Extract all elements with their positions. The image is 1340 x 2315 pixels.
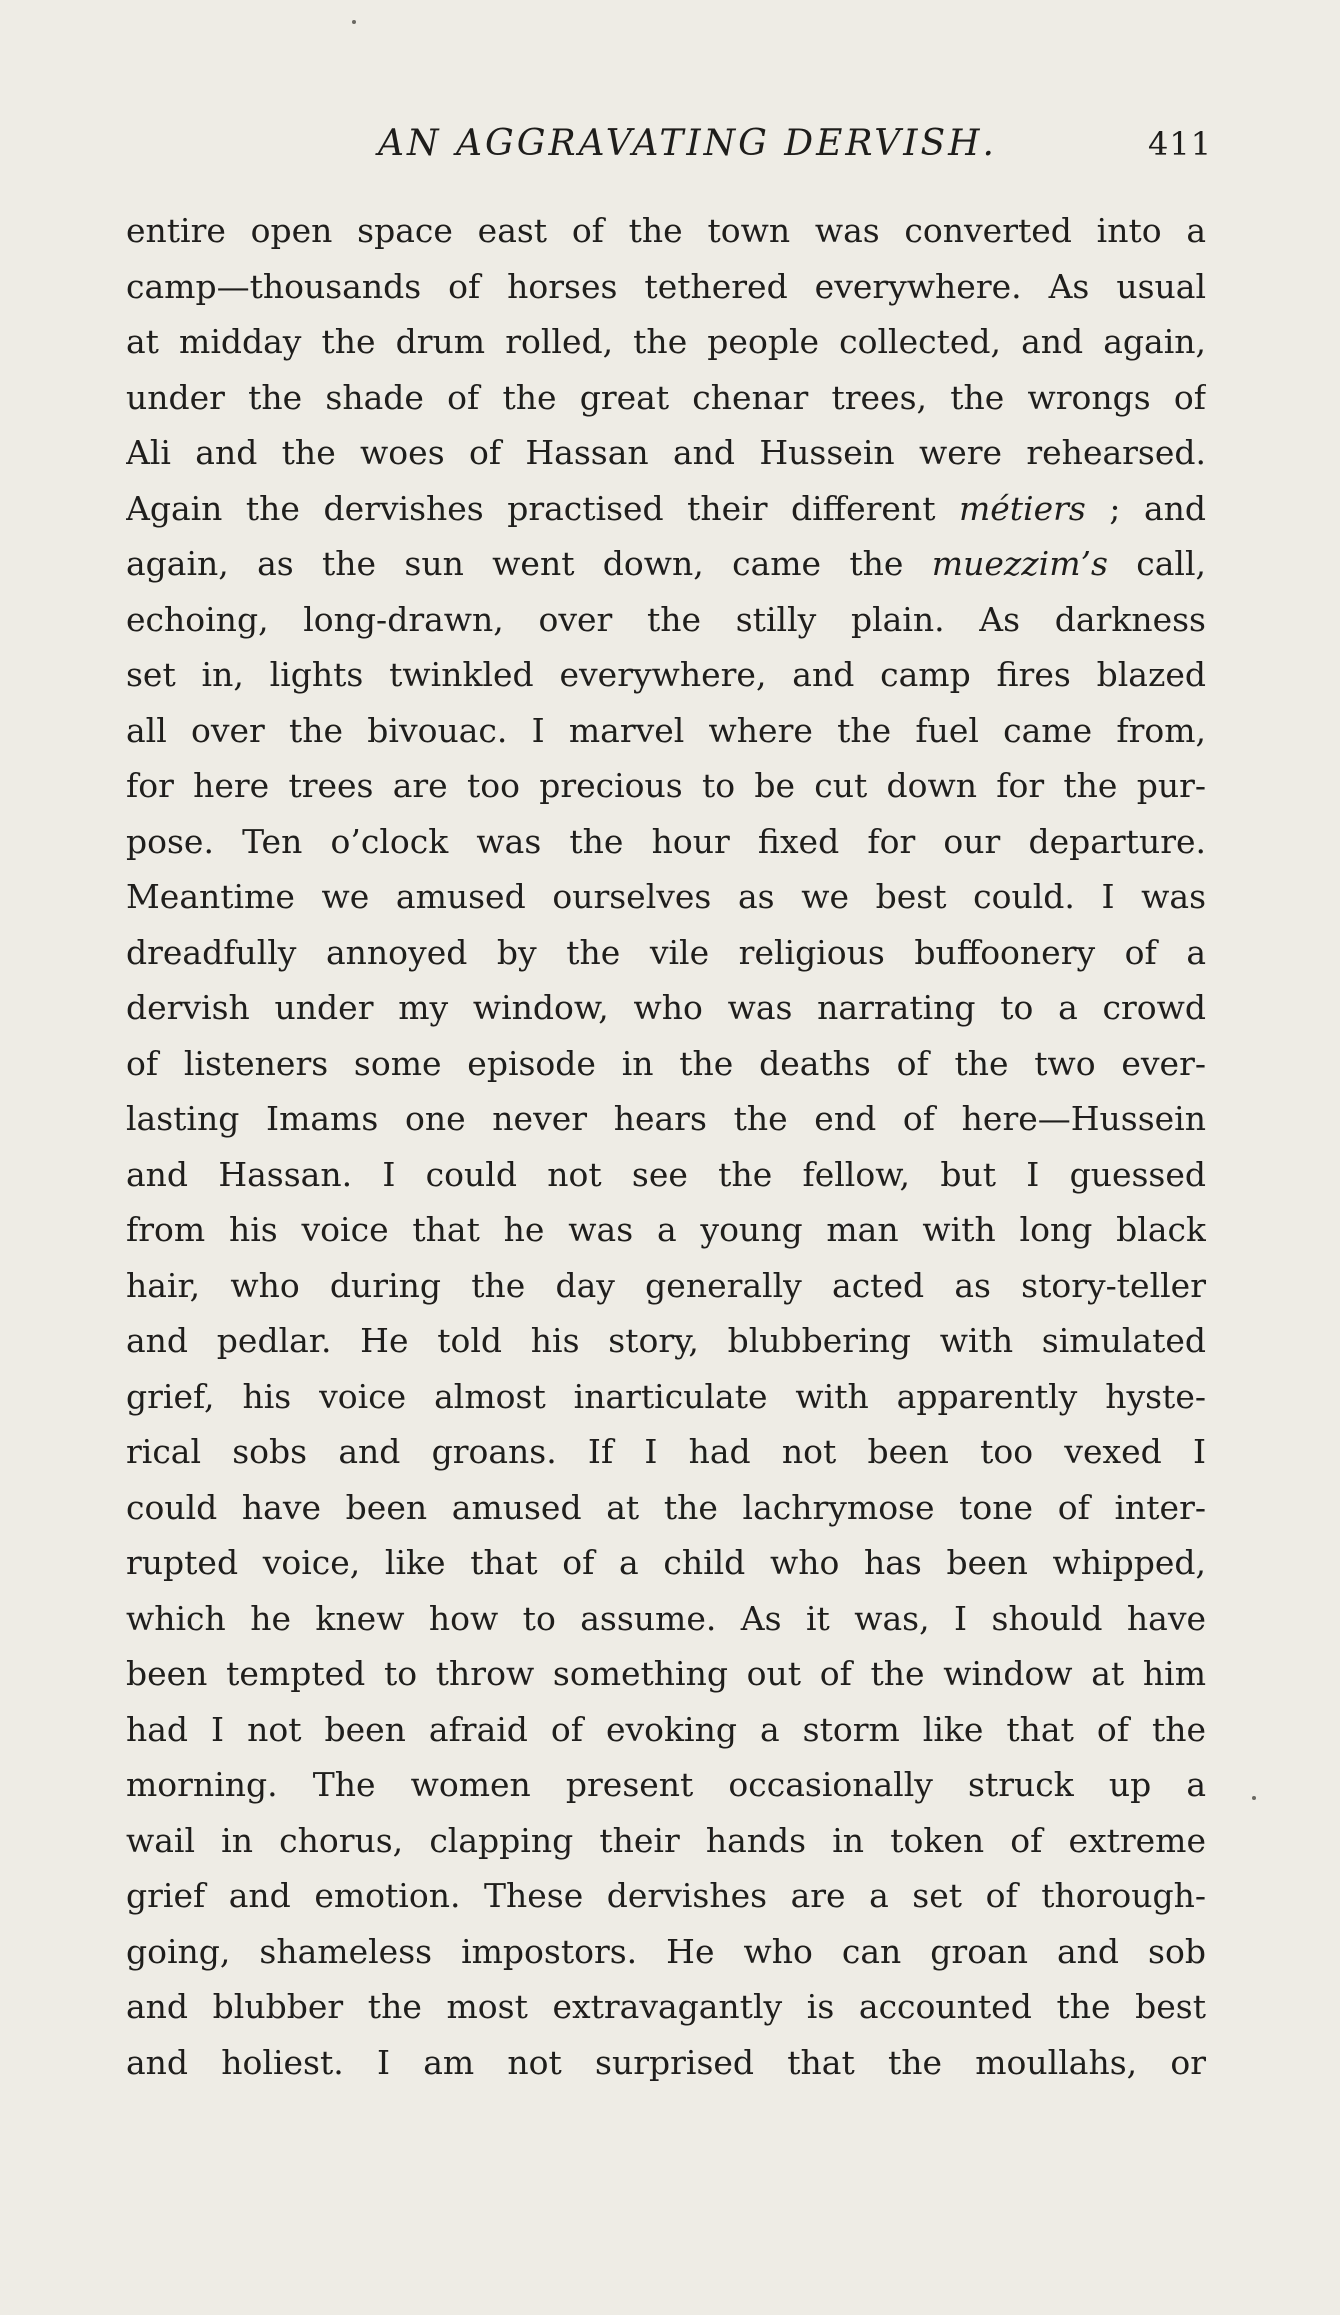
text-segment: again, as the sun went down, came the <box>126 544 932 583</box>
text-segment: hair, who during the day generally acted as story-teller <box>126 1265 1206 1305</box>
text-line <box>126 314 1206 370</box>
text-segment: which he knew how to assume. As it was, I should have <box>126 1598 1206 1638</box>
text-line <box>126 703 1206 759</box>
text-segment: morning. The women present occasionally struck up a <box>126 1765 1206 1804</box>
text-segment: Ali and the woes of Hassan and Hussein were rehearsed. <box>126 433 1206 472</box>
text-line <box>126 1147 1206 1203</box>
text-line <box>126 2035 1206 2091</box>
paper-speck <box>1252 1796 1256 1800</box>
text-segment: at midday the drum rolled, the people collected, and again, <box>126 322 1206 361</box>
text-line <box>126 758 1206 814</box>
text-line <box>126 425 1206 481</box>
text-segment: under the shade of the great chenar trees, the wrongs of <box>126 377 1206 417</box>
text-line <box>126 1979 1206 2035</box>
text-line <box>126 980 1206 1036</box>
text-segment: entire open space east of the town was converted into a <box>126 211 1206 250</box>
text-line <box>126 481 1206 537</box>
text-segment: grief and emotion. These dervishes are a set of thorough- <box>126 1876 1206 1915</box>
text-line <box>126 1313 1206 1369</box>
text-line <box>126 592 1206 648</box>
text-segment: set in, lights twinkled everywhere, and camp fires blazed <box>126 655 1206 694</box>
text-segment: echoing, long-drawn, over the stilly plain. As darkness <box>126 599 1206 639</box>
text-line <box>126 370 1206 426</box>
text-segment: of listeners some episode in the deaths of the two ever- <box>126 1043 1206 1083</box>
text-line <box>126 203 1206 259</box>
text-line <box>126 1591 1206 1647</box>
text-line <box>126 1702 1206 1758</box>
text-line <box>126 1424 1206 1480</box>
text-segment: camp—thousands of horses tethered everywhere. As usual <box>126 266 1206 306</box>
text-line <box>126 1868 1206 1924</box>
paper-speck <box>352 20 356 24</box>
text-line <box>126 925 1206 981</box>
text-segment: for here trees are too precious to be cut down for the pur- <box>126 766 1206 805</box>
text-segment: from his voice that he was a young man with long black <box>126 1210 1206 1249</box>
text-line <box>126 1369 1206 1425</box>
text-segment: rical sobs and groans. If I had not been too vexed I <box>126 1432 1206 1471</box>
text-segment: and Hassan. I could not see the fellow, but I guessed <box>126 1154 1206 1194</box>
text-segment: and blubber the most extravagantly is accounted the best <box>126 1987 1206 2026</box>
text-line <box>126 1091 1206 1147</box>
text-line <box>126 1757 1206 1813</box>
italic-term: métiers <box>958 488 1086 528</box>
text-segment: wail in chorus, clapping their hands in token of extreme <box>126 1820 1206 1860</box>
text-line <box>126 1480 1206 1536</box>
text-line <box>126 259 1206 315</box>
running-head <box>0 115 1340 175</box>
text-line <box>126 1924 1206 1980</box>
text-line <box>126 869 1206 925</box>
text-segment: could have been amused at the lachrymose tone of inter- <box>126 1487 1206 1527</box>
text-segment: ; and <box>1085 488 1206 528</box>
italic-term: muezzim’s <box>931 544 1108 583</box>
text-segment: pose. Ten o’clock was the hour fixed for our departure. <box>126 821 1206 861</box>
text-line <box>126 1036 1206 1092</box>
text-segment: Meantime we amused ourselves as we best could. I was <box>126 877 1206 916</box>
text-segment: been tempted to throw something out of the window at him <box>126 1654 1206 1693</box>
body-text <box>126 203 1206 2090</box>
text-segment: and pedlar. He told his story, blubbering with simulated <box>126 1321 1206 1360</box>
text-line <box>126 647 1206 703</box>
text-segment: dreadfully annoyed by the vile religious buffoonery of a <box>126 932 1206 972</box>
text-segment: call, <box>1107 544 1206 583</box>
text-segment: dervish under my window, who was narrating to a crowd <box>126 988 1206 1027</box>
text-line <box>126 1813 1206 1869</box>
text-segment: going, shameless impostors. He who can groan and sob <box>126 1931 1206 1971</box>
text-segment: and holiest. I am not surprised that the moullahs, or <box>126 2042 1206 2082</box>
text-segment: had I not been afraid of evoking a storm like that of the <box>126 1709 1206 1749</box>
text-line <box>126 814 1206 870</box>
running-title: AN AGGRAVATING DERVISH. <box>378 123 997 164</box>
text-segment: Again the dervishes practised their different <box>126 488 959 528</box>
text-segment: grief, his voice almost inarticulate with apparently hyste- <box>126 1376 1206 1416</box>
page-number: 411 <box>1148 125 1213 163</box>
text-line <box>126 536 1206 592</box>
text-line <box>126 1535 1206 1591</box>
text-segment: all over the bivouac. I marvel where the fuel came from, <box>126 710 1206 750</box>
text-line <box>126 1202 1206 1258</box>
text-segment: lasting Imams one never hears the end of here—Hussein <box>126 1099 1206 1138</box>
text-segment: rupted voice, like that of a child who has been whipped, <box>126 1543 1206 1582</box>
text-line <box>126 1258 1206 1314</box>
text-line <box>126 1646 1206 1702</box>
